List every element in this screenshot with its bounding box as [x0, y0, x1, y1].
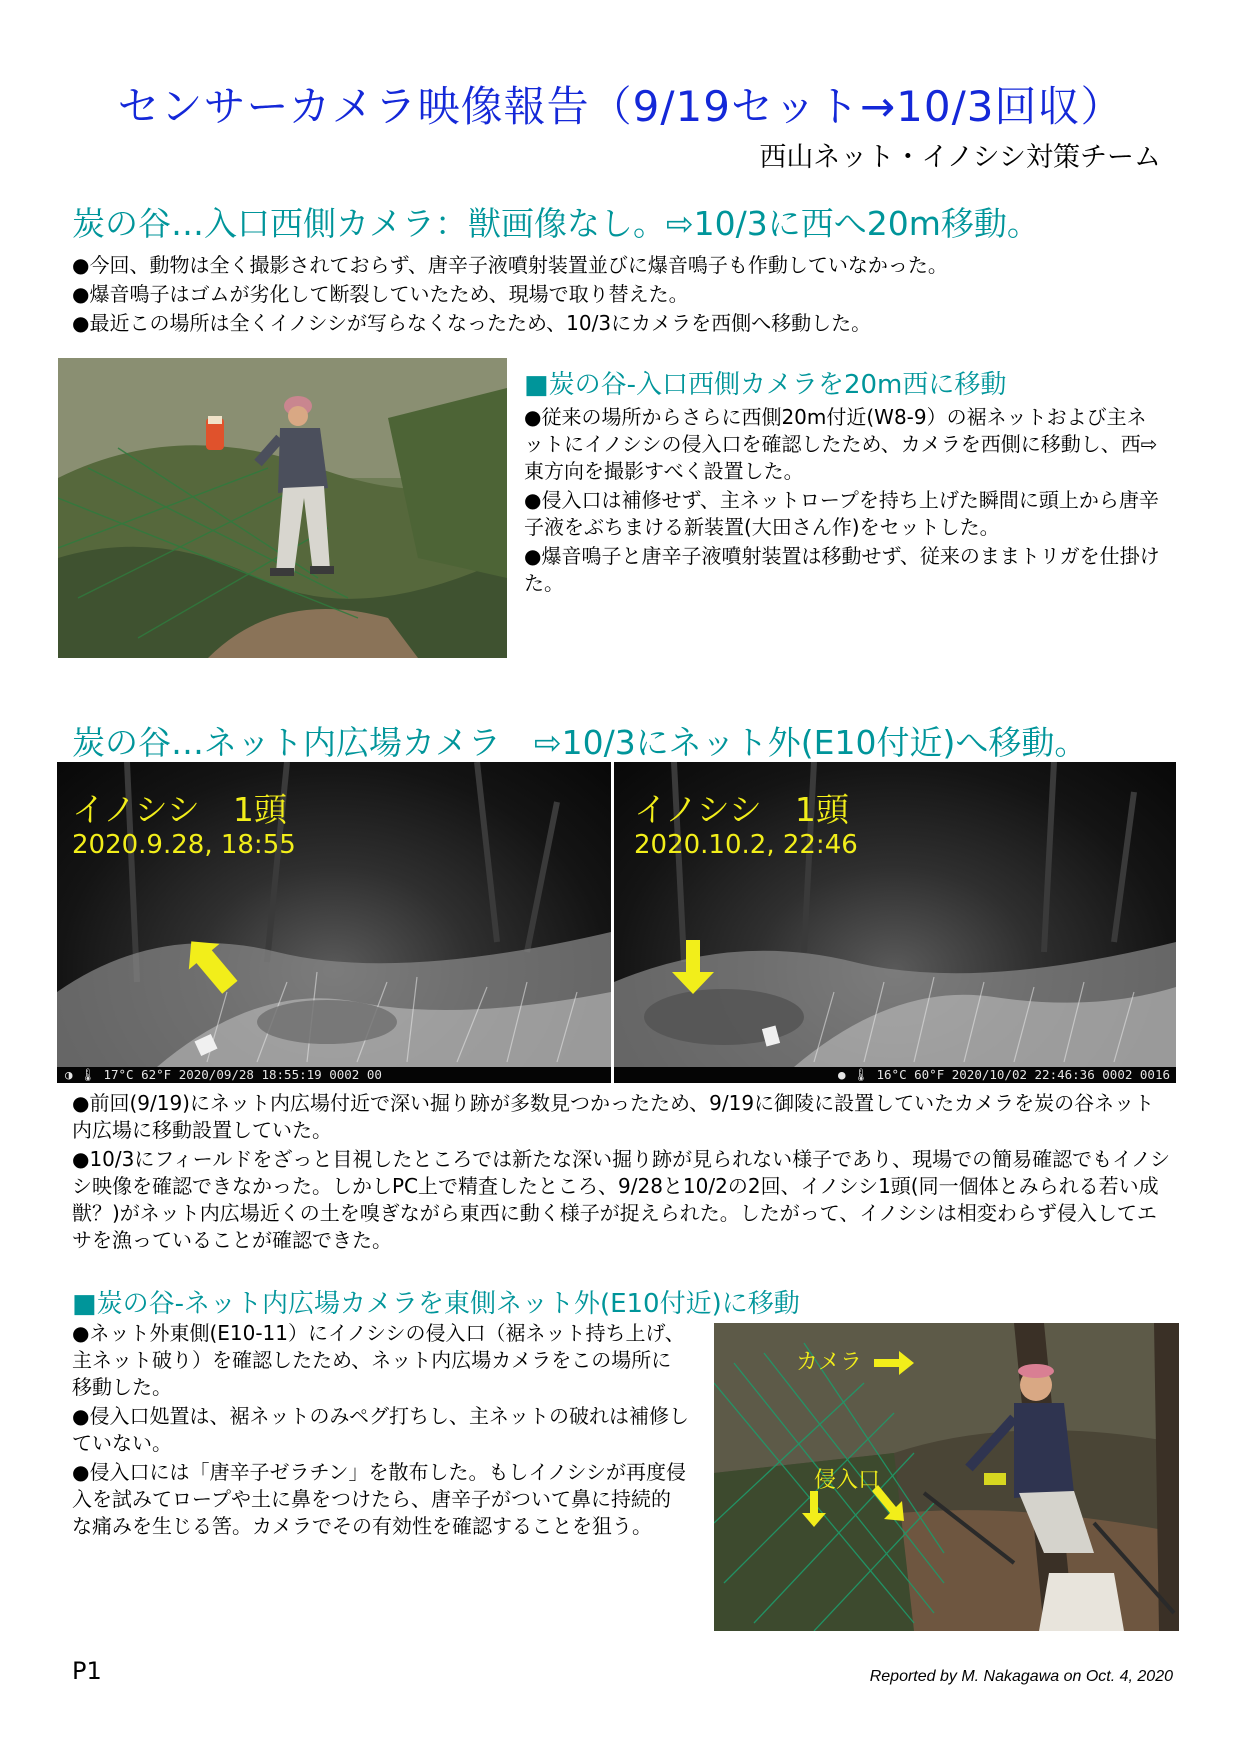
list-item: ●侵入口は補修せず、主ネットロープを持ち上げた瞬間に頭上から唐辛子液をぶちまける新装置(大田さん作)をセットした。: [524, 488, 1159, 539]
section1-subheading: ■炭の谷-入口西側カメラを20m西に移動: [524, 370, 1007, 400]
list-item: ●爆音鳴子はゴムが劣化して断裂していたため、現場で取り替えた。: [72, 282, 689, 306]
photo-net-east: [714, 1323, 1179, 1631]
label-entrance: 侵入口: [814, 1468, 881, 1493]
list-item: ●前回(9/19)にネット内広場付近で深い掘り跡が多数見つかったため、9/19に御陵に設置していたカメラを炭の谷ネット内広場に移動設置していた。: [72, 1091, 1155, 1142]
reporter-credit: Reported by M. Nakagawa on Oct. 4, 2020: [869, 1668, 1173, 1685]
section2-bullets: [72, 1090, 1172, 1256]
list-item: ●従来の場所からさらに西側20m付近(W8-9）の裾ネットおよび主ネットにイノシシの侵入口を確認したため、カメラを西側に移動し、西⇨東方向を撮影すべく設置した。: [524, 405, 1158, 483]
list-item: ●今回、動物は全く撮影されておらず、唐辛子液噴射装置並びに爆音鳴子も作動していなかった。: [72, 253, 948, 277]
team-name: 西山ネット・イノシシ対策チーム: [759, 142, 1161, 173]
section1-heading: 炭の谷…入口西側カメラ：獣画像なし。⇨10/3に西へ20m移動。: [72, 204, 1040, 243]
list-item: ●侵入口処置は、裾ネットのみペグ打ちし、主ネットの破れは補修していない。: [72, 1404, 690, 1455]
photo-net-west: [58, 358, 507, 658]
camera-image-1002: [614, 762, 1176, 1083]
page-number: P1: [72, 1657, 102, 1685]
cam1-caption-time: 2020.9.28, 18:55: [72, 830, 296, 860]
cam2-caption-animal: イノシシ 1頭: [634, 790, 849, 829]
cam2-caption-time: 2020.10.2, 22:46: [634, 830, 858, 860]
camera-image-0928: [57, 762, 611, 1083]
page-title: センサーカメラ映像報告（9/19セット→10/3回収）: [117, 82, 1124, 131]
section2-sub-bullets: [72, 1320, 690, 1542]
label-camera: カメラ: [796, 1350, 863, 1375]
section2-heading: 炭の谷…ネット内広場カメラ ⇨10/3にネット外(E10付近)へ移動。: [72, 723, 1088, 762]
cam1-info-strip: ◑ 🌡 17°C 62°F 2020/09/28 18:55:19 0002 00: [57, 1067, 611, 1083]
list-item: ●ネット外東側(E10-11）にイノシシの侵入口（裾ネット持ち上げ、主ネット破り）を確認したため、ネット内広場カメラをこの場所に移動した。: [72, 1321, 685, 1399]
cam2-info-strip: ● 🌡 16°C 60°F 2020/10/02 22:46:36 0002 0016: [614, 1067, 1176, 1083]
section1-bullets: [72, 252, 1172, 339]
cam1-caption-animal: イノシシ 1頭: [72, 790, 287, 829]
list-item: ●侵入口には「唐辛子ゼラチン」を散布した。もしイノシシが再度侵入を試みてロープや土に鼻をつけたら、唐辛子がついて鼻に持続的な痛みを生じる筈。カメラでその有効性を確認することを狙う。: [72, 1460, 686, 1538]
list-item: ●10/3にフィールドをざっと目視したところでは新たな深い掘り跡が見られない様子であり、現場での簡易確認でもイノシシ映像を確認できなかった。しかしPC上で精査したところ、9/28と10/2の2回、イノシシ1頭(同一個体とみられる若い成獣？)がネット内広場近くの土を嗅ぎながら東西に動く様子が捉えられた。したがって、イノシシは相変わらず侵入してエサを漁っていることが確認できた。: [72, 1147, 1171, 1252]
section1-sub-bullets: [524, 404, 1162, 599]
list-item: ●最近この場所は全くイノシシが写らなくなったため、10/3にカメラを西側へ移動した。: [72, 311, 872, 335]
section2-subheading: ■炭の谷-ネット内広場カメラを東側ネット外(E10付近)に移動: [72, 1289, 800, 1319]
list-item: ●爆音鳴子と唐辛子液噴射装置は移動せず、従来のままトリガを仕掛けた。: [524, 544, 1160, 595]
